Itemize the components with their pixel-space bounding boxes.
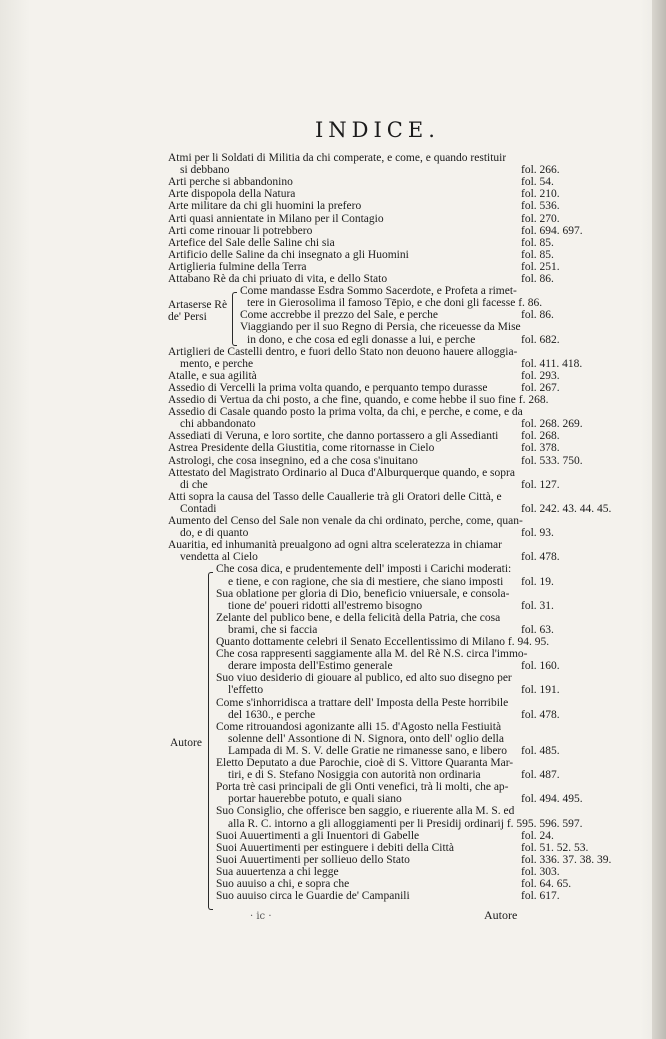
- folio-reference: fol. 31.: [521, 599, 554, 612]
- index-line: in dono, e che cosa ed egli donasse a lui, e perche: [247, 333, 476, 346]
- index-line: Che cosa dica, e prudentemente dell' imposti i Carichi moderati:: [216, 563, 512, 576]
- index-line: Astrea Presidente della Giustitia, come ritornasse in Cielo: [168, 442, 435, 455]
- index-line: Artefice del Sale delle Saline chi sia: [168, 236, 335, 249]
- folio-reference: fol. 494. 495.: [521, 793, 583, 806]
- index-line: e tiene, e con ragione, che sia di mestiere, che siano imposti: [228, 575, 504, 588]
- index-line: Sua oblatione per gloria di Dio, beneficio vniuersale, e consola-: [216, 587, 510, 600]
- folio-reference: fol. 293.: [521, 369, 560, 382]
- folio-reference: fol. 191.: [521, 684, 560, 697]
- folio-reference: fol. 336. 37. 38. 39.: [521, 853, 612, 866]
- index-line: Arte dispopola della Natura: [168, 188, 296, 201]
- folio-reference: fol. 19.: [521, 575, 554, 588]
- index-line: Assediati di Veruna, e loro sortite, che danno portassero a gli Assedianti: [168, 430, 499, 443]
- index-line: Attabano Rè da chi priuato di vita, e dello Stato: [168, 273, 388, 285]
- folio-reference: fol. 270.: [521, 212, 560, 225]
- artaserse-label-2: de' Persi: [168, 311, 207, 323]
- book-binding-edge: [652, 0, 666, 1039]
- folio-reference: fol. 268. 269.: [521, 418, 583, 431]
- index-line: Aumento del Censo del Sale non venale da chi ordinato, perche, come, quan-: [168, 515, 523, 527]
- index-line: Suo auuiso circa le Guardie de' Campanili: [216, 890, 410, 903]
- folio-reference: fol. 487.: [521, 769, 560, 782]
- autore-label: Autore: [170, 737, 202, 749]
- index-line: Attestato del Magistrato Ordinario al Duca d'Alburquerque quando, e sopra: [168, 466, 515, 479]
- index-line: Auaritia, ed inhumanità preualgono ad ogni altra sceleratezza in chiamar: [168, 539, 502, 552]
- index-line: brami, che si faccia: [228, 623, 318, 636]
- folio-reference: fol. 93.: [521, 527, 554, 540]
- folio-reference: fol. 694. 697.: [521, 224, 583, 237]
- index-line: Suoi Auuertimenti a gli Inuentori di Gabelle: [216, 829, 420, 842]
- folio-reference: fol. 378.: [521, 442, 560, 455]
- index-line: Astrologi, che cosa insegnino, ed a che cosa s'inuitano: [168, 454, 418, 467]
- index-line: Suo Consiglio, che offerisce ben saggio, e riuerente alla M. S. ed: [216, 805, 515, 818]
- index-line: Artificio delle Saline da chi insegnato a gli Huomini: [168, 248, 409, 261]
- index-line: Artiglieria fulmine della Terra: [168, 260, 307, 273]
- index-line: Come s'inhorridisca a trattare dell' Imposta della Peste horribile: [216, 696, 509, 709]
- folio-reference: fol. 86.: [521, 309, 554, 322]
- index-line: Suoi Auuertimenti per sollieuo dello Stato: [216, 853, 410, 866]
- folio-reference: fol. 54.: [521, 176, 554, 189]
- index-line: si debbano: [180, 164, 230, 177]
- index-line: do, e di quanto: [180, 527, 249, 540]
- folio-reference: fol. 682.: [521, 333, 560, 346]
- folio-reference: fol. 478.: [521, 708, 560, 721]
- folio-reference: fol. 485.: [521, 744, 560, 757]
- folio-reference: fol. 536.: [521, 200, 560, 213]
- folio-reference: fol. 64. 65.: [521, 878, 572, 890]
- index-line: Come mandasse Esdra Sommo Sacerdote, e Profeta a rimet-: [240, 285, 517, 298]
- index-line: Che cosa rappresenti saggiamente alla M. del Rè N.S. circa l'immo-: [216, 648, 528, 661]
- index-line: Sua auuertenza a chi legge: [216, 865, 339, 878]
- artaserse-brace: [232, 292, 237, 346]
- index-line: portar hauerebbe potuto, e quali siano: [228, 793, 402, 806]
- folio-reference: fol. 210.: [521, 188, 560, 201]
- index-line: del 1630., e perche: [228, 708, 316, 721]
- index-line: Lampada di M. S. V. delle Gratie ne rimanesse sano, e libero: [228, 744, 508, 757]
- page-title: INDICE.: [315, 118, 440, 142]
- bottom-mark: · ic ·: [250, 911, 272, 922]
- folio-reference: fol. 617.: [521, 890, 560, 903]
- index-line: Artiglieri de Castelli dentro, e fuori dello Stato non deuono hauere alloggia-: [168, 345, 518, 358]
- catchword: Autore: [484, 908, 518, 922]
- index-line: Arti quasi annientate in Milano per il Contagio: [168, 212, 384, 225]
- index-line: Viaggiando per il suo Regno di Persia, che riceuesse da Mise: [240, 321, 521, 334]
- index-line: Arte militare da chi gli huomini la prefero: [168, 200, 362, 213]
- index-line: mento, e perche: [180, 357, 254, 370]
- folio-reference: fol. 127.: [521, 478, 560, 491]
- index-line: Assedio di Vertua da chi posto, a che fine, quando, e come hebbe il suo fine f. 268.: [168, 394, 549, 406]
- index-line: Assedio di Vercelli la prima volta quando, e perquanto tempo durasse: [168, 381, 488, 394]
- index-line: Suo auuiso a chi, e sopra che: [216, 878, 350, 890]
- folio-reference: fol. 267.: [521, 381, 560, 394]
- index-line: l'effetto: [228, 684, 264, 697]
- index-line: tiri, e di S. Stefano Nosiggia con autorità non ordinaria: [228, 769, 481, 782]
- index-line: Come ritrouandosi agonizante alli 15. d'Agosto nella Festiuità: [216, 720, 502, 733]
- folio-reference: fol. 303.: [521, 865, 560, 878]
- folio-reference: fol. 242. 43. 44. 45.: [521, 502, 612, 515]
- index-line: vendetta al Cielo: [180, 551, 258, 564]
- folio-reference: fol. 86.: [521, 273, 554, 285]
- artaserse-label-1: Artaserse Rè: [168, 299, 228, 311]
- folio-reference: fol. 268.: [521, 430, 560, 443]
- folio-reference: fol. 51. 52. 53.: [521, 841, 589, 854]
- folio-reference: fol. 478.: [521, 551, 560, 564]
- index-line: tere in Gierosolima il famoso Tēpio, e che doni gli facesse f. 86.: [247, 297, 543, 310]
- folio-reference: fol. 24.: [521, 829, 554, 842]
- folio-reference: fol. 85.: [521, 236, 554, 249]
- index-line: Quanto dottamente celebri il Senato Eccellentissimo di Milano f. 94. 95.: [216, 636, 550, 648]
- index-line: Atti sopra la causa del Tasso delle Cauallerie trà gli Oratori delle Città, e: [168, 490, 502, 503]
- folio-reference: fol. 266.: [521, 164, 560, 177]
- folio-reference: fol. 63.: [521, 623, 554, 636]
- index-line: Suoi Auuertimenti per estinguere i debiti della Città: [216, 841, 454, 854]
- index-line: Porta trè casi principali de gli Onti venefici, trà li molti, che ap-: [216, 781, 509, 794]
- index-line: Eletto Deputato a due Parochie, cioè di S. Vittore Quaranta Mar-: [216, 757, 514, 769]
- index-line: Arti perche si abbandonino: [168, 176, 293, 189]
- index-line: Suo viuo desiderio di giouare al publico, ed alto suo disegno per: [216, 672, 512, 685]
- index-line: Come accrebbe il prezzo del Sale, e perche: [240, 309, 438, 322]
- folio-reference: fol. 85.: [521, 248, 554, 261]
- folio-reference: fol. 411. 418.: [521, 357, 583, 370]
- index-line: solenne dell' Assontione di N. Signora, onto dell' oglio della: [228, 732, 504, 745]
- index-line: alla R. C. intorno a gli alloggiamenti per li Presidij ordinarij f. 595. 596. 597.: [228, 817, 583, 830]
- autore-brace: [208, 572, 213, 910]
- folio-reference: fol. 160.: [521, 660, 560, 673]
- index-line: Arti come rinouar li potrebbero: [168, 224, 313, 237]
- index-line: chi abbandonato: [180, 418, 256, 431]
- index-line: derare imposta dell'Estimo generale: [228, 660, 393, 673]
- index-line: Atmi per li Soldati di Militia da chi comperate, e come, e quando restituir: [168, 152, 507, 164]
- index-line: di che: [180, 478, 208, 491]
- index-line: Atalle, e sua agilità: [168, 369, 257, 382]
- index-line: tione de' poueri ridotti all'estremo bisogno: [228, 599, 423, 612]
- index-line: Zelante del publico bene, e della felicità della Patria, che cosa: [216, 611, 501, 624]
- index-line: Contadi: [180, 502, 217, 515]
- folio-reference: fol. 251.: [521, 260, 560, 273]
- index-line: Assedio di Casale quando posto la prima volta, da chi, e perche, e come, e da: [168, 406, 523, 419]
- folio-reference: fol. 533. 750.: [521, 454, 583, 467]
